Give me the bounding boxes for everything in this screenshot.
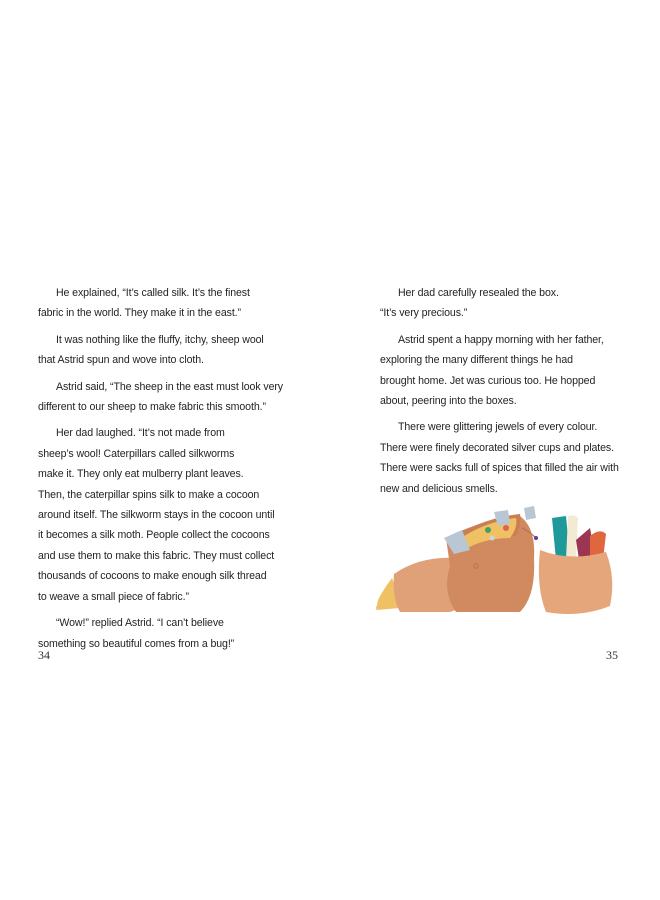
paragraph (380, 283, 640, 324)
text-line: Astrid said, “The sheep in the east must look very (56, 380, 283, 393)
text-line: fabric in the world. They make it in the east.” (38, 307, 241, 320)
text-line: Her dad carefully resealed the box. (398, 287, 559, 299)
text-line: “It’s very precious.” (380, 307, 468, 320)
text-line: around itself. The silkworm stays in the cocoon until (38, 509, 275, 522)
text-line: new and delicious smells. (380, 482, 498, 495)
text-line: Then, the caterpillar spins silk to make a cocoon (38, 488, 260, 501)
text-line: about, peering into the boxes. (380, 395, 517, 408)
text-line: “Wow!” replied Astrid. “I can’t believe (56, 617, 224, 630)
text-line: make it. They only eat mulberry plant leaves. (38, 468, 244, 481)
paragraph (38, 330, 290, 371)
paragraph (38, 377, 290, 418)
text-line: brought home. Jet was curious too. He hopped (380, 374, 596, 387)
text-line: There were glittering jewels of every colour. (398, 421, 598, 434)
text-line: Her dad laughed. “It’s not made from (56, 427, 225, 440)
page-number: 34 (38, 648, 50, 662)
text-line: It was nothing like the fluffy, itchy, sheep wool (56, 333, 264, 346)
paragraph (380, 330, 640, 412)
text-line: There were finely decorated silver cups and plates. (380, 441, 614, 454)
text-line: There were sacks full of spices that filled the air with (380, 462, 619, 475)
sacks-illustration (370, 488, 630, 618)
page-number: 35 (606, 648, 618, 662)
paragraph (38, 423, 290, 607)
text-line: different to our sheep to make fabric this smooth.” (38, 401, 266, 414)
text-line: that Astrid spun and wove into cloth. (38, 354, 204, 367)
paragraph (380, 417, 640, 499)
text-line: exploring the many different things he had (380, 354, 573, 367)
text-line: something so beautiful comes from a bug!” (38, 637, 235, 650)
paragraph (38, 283, 290, 324)
left-page-text (38, 283, 290, 660)
text-line: it becomes a silk moth. People collect the cocoons (38, 529, 270, 542)
right-page (330, 0, 660, 900)
text-line: and use them to make this fabric. They must collect (38, 549, 275, 562)
text-line: sheep’s wool! Caterpillars called silkworms (38, 447, 235, 460)
text-line: to weave a small piece of fabric.” (38, 590, 189, 603)
text-line: Astrid spent a happy morning with her father, (398, 333, 604, 346)
text-line: He explained, “It’s called silk. It’s the finest (56, 287, 250, 299)
text-line: thousands of cocoons to make enough silk thread (38, 570, 267, 583)
right-page-text (380, 283, 640, 505)
paragraph (38, 613, 290, 654)
